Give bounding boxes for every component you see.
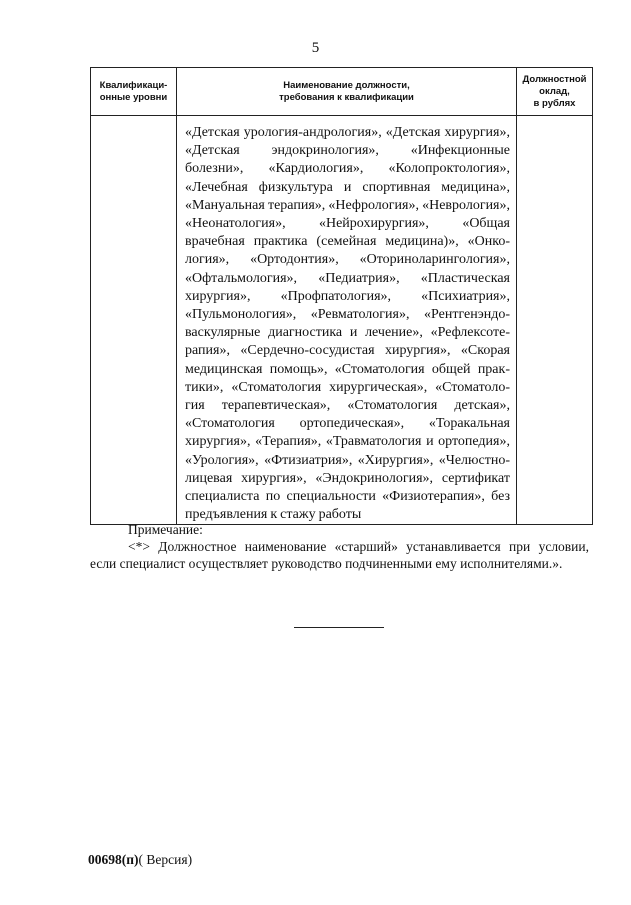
qualification-level-cell xyxy=(91,116,177,525)
document-version: ( Версия) xyxy=(138,852,193,867)
header-salary-label: Должностной оклад, в рублях xyxy=(522,73,587,109)
document-number: 00698(п) xyxy=(88,852,139,867)
note-text: <*> Должностное наименование «старший» устанавливается при условии, если специалист осуществляет руководство подчиненными ему исполнителями.». xyxy=(90,539,589,571)
requirements-text: «Детская урология-андрология», «Детская хирургия», «Детская эндокринология», «Инфекционные болезни», «Кардиология», «Колопроктология», «Лечебная физкультура и спортивная медицина», «Мануальная терапия», «Нефрология», «Неврология», «Неонатология», «Нейрохирургия», «Общая врачебная практика (семейная медицина)», «Онкология», «Ортодонтия», «Оториноларингология», «Офтальмология», «Педиатрия», «Пластическая хирургия», «Профпатология», «Психиатрия», «Пульмонология», «Ревматология», «Рентгенэндоваскулярные диагностика и лечение», «Рефлексотерапия», «Сердечно-сосудистая хирургия», «Скорая медицинская помощь», «Стоматология общей практики», «Стоматология хирургическая», «Стоматология терапевтическая», «Стоматология детская», «Стоматология ортопедическая», «Торакальная хирургия», «Терапия», «Травматология и ортопедия», «Урология», «Фтизиатрия», «Хирургия», «Челюстно-лицевая хирургия», «Эндокринология», сертификат специалиста по специальности «Физиотерапия», без предъявления к стажу работы xyxy=(185,125,510,523)
header-qualification-levels-label: Квалификаци- онные уровни xyxy=(99,79,168,103)
document-code xyxy=(88,852,192,868)
separator-line xyxy=(294,627,384,628)
header-position-requirements xyxy=(177,68,517,116)
header-salary xyxy=(517,68,593,116)
header-position-requirements-label: Наименование должности, требования к квалификации xyxy=(279,79,414,103)
table-header-row xyxy=(91,68,593,116)
header-qualification-levels xyxy=(91,68,177,116)
table-row xyxy=(91,116,593,525)
note-title: Примечание: xyxy=(128,522,203,537)
page-number: 5 xyxy=(311,40,320,56)
salary-cell xyxy=(517,116,593,525)
qualification-table xyxy=(90,67,593,525)
requirements-cell xyxy=(177,116,517,525)
